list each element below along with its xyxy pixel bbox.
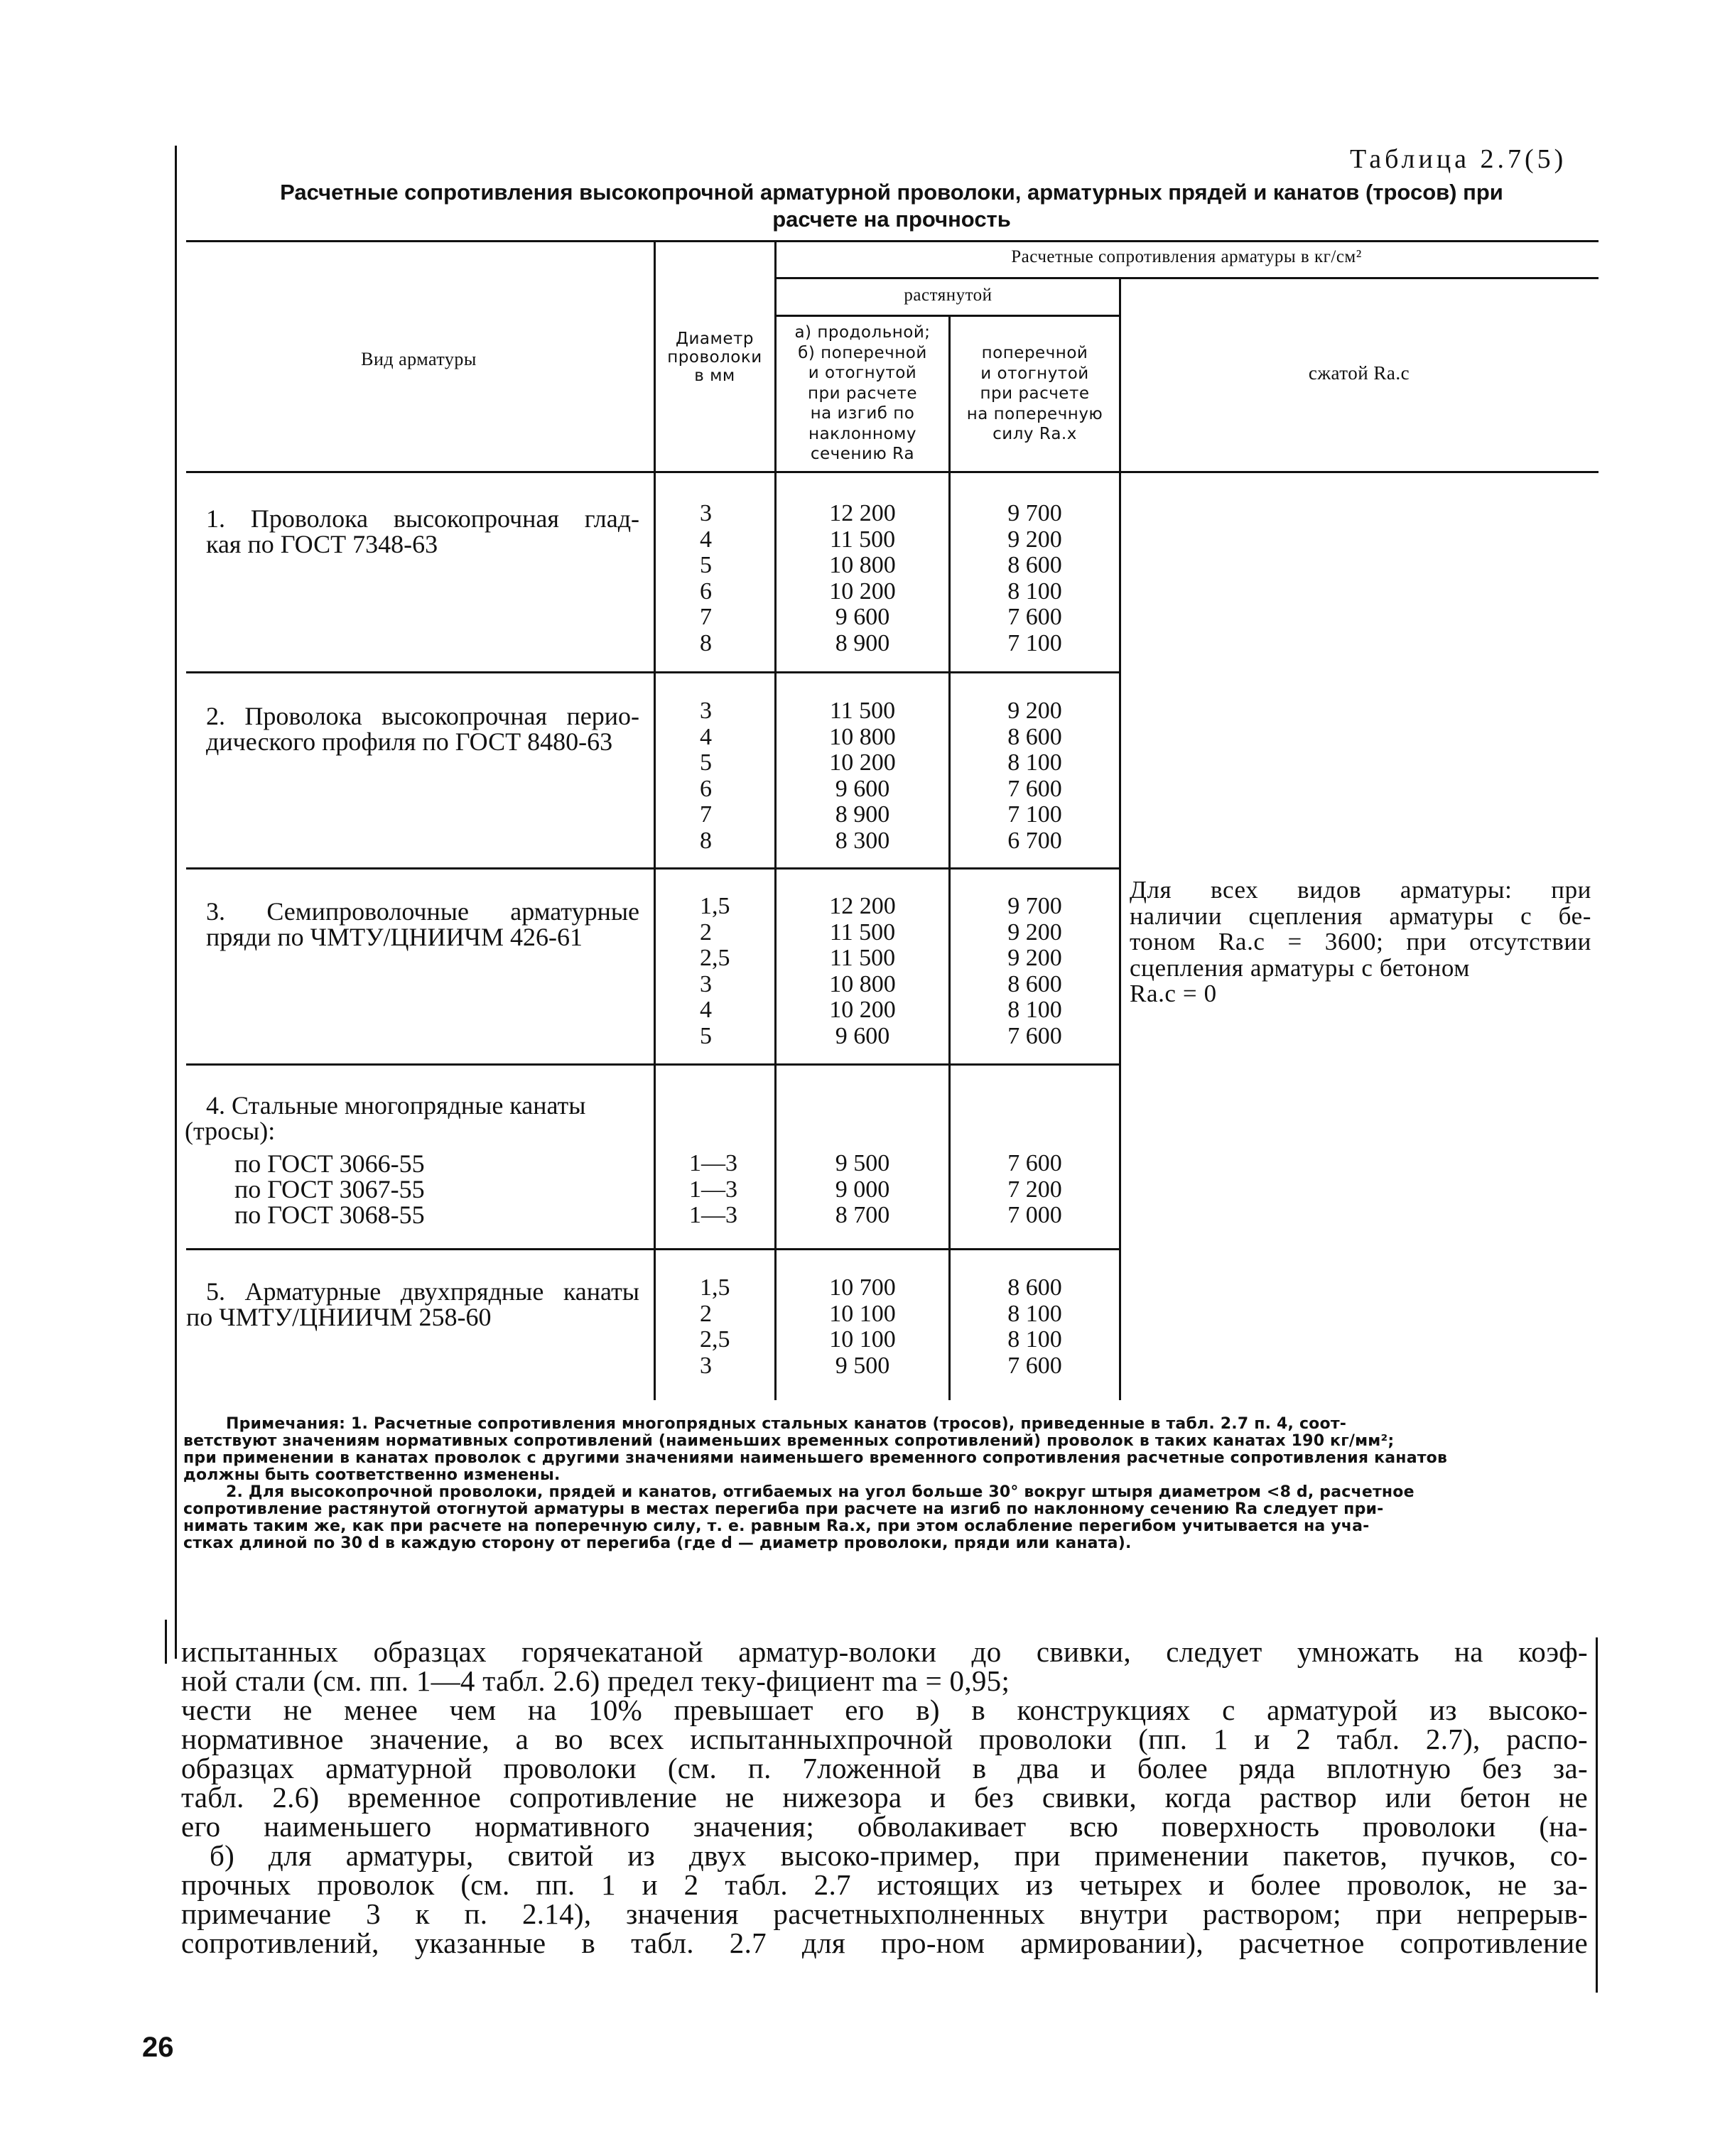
group-name-line: по ЧМТУ/ЦНИИЧМ 258-60 [186, 1303, 492, 1331]
left-margin-bar-lower [165, 1620, 167, 1664]
header-col-rax-line: при расчете [980, 384, 1090, 403]
diameter-cell: 7 [700, 604, 712, 631]
group-name [186, 1279, 639, 1330]
compressed-note [1130, 877, 1591, 1007]
header-col-rax-line: и отогнутой [980, 364, 1089, 383]
rax-cell: 9 700 [1007, 893, 1062, 919]
ra-cell: 12 200 [829, 500, 896, 526]
rax-cell: 7 000 [1007, 1202, 1062, 1229]
table-top-rule [186, 240, 1599, 242]
compressed-note-line: Для всех видов арматуры: при [1130, 876, 1591, 904]
diameter-cell: 1—3 [689, 1176, 737, 1203]
diameter-cell: 1—3 [689, 1150, 737, 1176]
header-col-ra-line: наклонному [808, 424, 916, 443]
header-tension: растянутой [904, 286, 992, 305]
rax-cell: 7 100 [1007, 629, 1062, 656]
diameter-cell: 6 [700, 775, 712, 802]
ra-cell: 10 200 [829, 578, 896, 605]
note-line: ветствуют значениям нормативных сопротивлений (наименьших временных сопротивлений) проволок в таких канатах 190 кг/мм²; [183, 1432, 1395, 1450]
ra-list [777, 1275, 948, 1379]
header-col-ra-line: при расчете [807, 384, 918, 403]
rax-list [951, 1275, 1119, 1379]
header-diameter-line: в мм [694, 367, 735, 385]
rax-cell: 8 100 [1007, 578, 1062, 605]
group-name-line: по ГОСТ 3068-55 [234, 1201, 425, 1229]
note-line: нимать таким же, как при расчете на поперечную силу, т. е. равным Rа.х, при этом ослабление перегибом учитывается на уча- [183, 1517, 1370, 1535]
ra-cell: 9 600 [835, 1022, 890, 1049]
rax-cell: 7 600 [1007, 1352, 1062, 1379]
left-margin-bar [175, 146, 177, 1659]
note-line: должны быть соответственно изменены. [183, 1466, 561, 1484]
header-diameter [655, 330, 774, 385]
ra-cell: 10 800 [829, 970, 896, 997]
rax-cell: 9 200 [1007, 526, 1062, 553]
group-name-line: 2. Проволока высокопрочная перио- [206, 702, 639, 730]
diameter-cell: 1,5 [700, 1274, 730, 1301]
ra-cell: 9 000 [835, 1176, 890, 1203]
diameter-cell: 4 [700, 526, 712, 553]
group-name-line: 3. Семипроволочные арматурные [206, 897, 639, 926]
diameter-cell: 6 [700, 578, 712, 605]
ra-cell: 10 800 [829, 552, 896, 579]
ra-cell: 11 500 [829, 945, 896, 972]
header-col-ra-line: б) поперечной [798, 343, 927, 362]
ra-cell: 11 500 [829, 919, 896, 946]
ra-cell: 10 200 [829, 749, 896, 776]
body-line: чести не менее чем на 10% превышает его в) в конструкциях с арматурой из высоко- [181, 1694, 1588, 1726]
rax-cell: 8 600 [1007, 970, 1062, 997]
group-name-line: кая по ГОСТ 7348-63 [206, 530, 438, 558]
rax-list [951, 501, 1119, 657]
header-col-ra [777, 323, 948, 465]
ra-cell: 9 600 [835, 775, 890, 802]
ra-cell: 8 900 [835, 801, 890, 828]
ra-cell: 10 800 [829, 723, 896, 750]
group-name [185, 1093, 639, 1228]
body-line: испытанных образцах горячекатаной арматур-волоки до свивки, следует умножать на коэф- [181, 1635, 1588, 1668]
header-bottom-rule [186, 471, 1599, 473]
ra-cell: 10 100 [829, 1300, 896, 1327]
col-rule-rax-right [1119, 279, 1121, 1400]
table-number: Таблица 2.7(5) [1350, 144, 1567, 174]
header-group: Расчетные сопротивления арматуры в кг/см² [1011, 247, 1362, 266]
note-line: Примечания: 1. Расчетные сопротивления многопрядных стальных канатов (тросов), приведенные в табл. 2.7 п. 4, соот- [226, 1415, 1347, 1433]
group-name-line: по ГОСТ 3066-55 [234, 1149, 425, 1178]
rax-cell: 7 600 [1007, 1150, 1062, 1176]
diameter-cell: 7 [700, 801, 712, 828]
table-notes [183, 1416, 1597, 1552]
ra-list [777, 698, 948, 855]
header-col-ra-line: на изгиб по [810, 404, 915, 423]
body-line: его наименьшего нормативного значения; обволакивает всю поверхность проволоки (на- [181, 1810, 1588, 1843]
rax-list [951, 894, 1119, 1050]
body-line: табл. 2.6) временное сопротивление не нижезора и без свивки, когда раствор или бетон не [181, 1781, 1588, 1814]
page-number: 26 [142, 2032, 174, 2063]
group-header-rule [776, 277, 1599, 279]
diameter-cell: 4 [700, 723, 712, 750]
group-name-line: 1. Проволока высокопрочная глад- [206, 504, 639, 533]
diameter-cell: 8 [700, 827, 712, 854]
header-compressed: сжатой Rа.с [1308, 362, 1410, 384]
row-separator [186, 1063, 1120, 1066]
body-line: прочных проволок (см. пп. 1 и 2 табл. 2.7 истоящих из четырех и более проволок, не за- [181, 1868, 1588, 1901]
right-margin-bar [1596, 1637, 1598, 1993]
diameter-cell: 2,5 [700, 945, 730, 972]
diameter-cell: 5 [700, 1022, 712, 1049]
row-separator [186, 867, 1120, 870]
diameter-cell: 5 [700, 749, 712, 776]
header-col-rax [951, 343, 1119, 445]
ra-cell: 11 500 [829, 698, 896, 724]
diameter-cell: 3 [700, 970, 712, 997]
compressed-note-line: тоном Rа.с = 3600; при отсутствии [1130, 928, 1591, 955]
diameter-list [700, 501, 764, 657]
header-vid: Вид арматуры [361, 349, 477, 369]
ra-cell: 9 500 [835, 1352, 890, 1379]
rax-cell: 9 200 [1007, 698, 1062, 724]
rax-cell: 8 100 [1007, 997, 1062, 1024]
diameter-cell: 2 [700, 919, 712, 946]
group-name [206, 703, 639, 754]
ra-cell: 9 600 [835, 604, 890, 631]
header-col-rax-line: поперечной [981, 344, 1088, 362]
rax-cell: 6 700 [1007, 827, 1062, 854]
diameter-cell: 1,5 [700, 893, 730, 919]
ra-cell: 10 100 [829, 1326, 896, 1353]
group-name [206, 506, 639, 557]
diameter-cell: 1—3 [689, 1202, 737, 1229]
body-line: нормативное значение, а во всех испытанныхпрочной проволоки (пп. 1 и 2 табл. 2.7), распо- [181, 1723, 1588, 1755]
ra-cell: 8 700 [835, 1202, 890, 1229]
row-separator [186, 671, 1120, 673]
group-name [206, 899, 639, 950]
rax-cell: 9 200 [1007, 945, 1062, 972]
ra-cell: 10 200 [829, 997, 896, 1024]
col-rule-diam-left [654, 242, 656, 1400]
header-col-rax-line: на поперечную [966, 404, 1103, 423]
body-line: сопротивлений, указанные в табл. 2.7 для про-ном армировании), расчетное сопротивление [181, 1927, 1588, 1959]
header-diameter-line: проволоки [667, 348, 762, 367]
body-line: б) для арматуры, свитой из двух высоко-пример, при применении пакетов, пучков, со- [210, 1839, 1588, 1872]
group-name-line: (тросы): [185, 1117, 276, 1145]
rax-cell: 7 600 [1007, 775, 1062, 802]
rax-cell: 8 600 [1007, 1274, 1062, 1301]
ra-list [777, 894, 948, 1050]
col-rule-ra-right [948, 317, 951, 1400]
diameter-cell: 2 [700, 1300, 712, 1327]
table-title: Расчетные сопротивления высокопрочной арматурной проволоки, арматурных прядей и канатов (тросов) при расчете на прочность [280, 180, 1503, 232]
ra-cell: 8 900 [835, 629, 890, 656]
diameter-list [689, 1151, 767, 1229]
diameter-cell: 5 [700, 552, 712, 579]
rax-cell: 9 700 [1007, 500, 1062, 526]
rax-cell: 8 600 [1007, 723, 1062, 750]
ra-cell: 9 500 [835, 1150, 890, 1176]
rax-cell: 7 100 [1007, 801, 1062, 828]
diameter-list [700, 1275, 764, 1379]
header-col-ra-line: сечению Rа [810, 445, 915, 463]
header-col-rax-line: силу Rа.х [992, 425, 1077, 443]
rax-cell: 8 600 [1007, 552, 1062, 579]
note-line: стках длиной по 30 d в каждую сторону от перегиба (где d — диаметр проволоки, пряди или каната). [183, 1534, 1132, 1552]
compressed-note-line: Rа.с = 0 [1130, 980, 1217, 1007]
ra-cell: 12 200 [829, 893, 896, 919]
ra-list [777, 1151, 948, 1229]
rax-cell: 7 200 [1007, 1176, 1062, 1203]
rax-cell: 8 100 [1007, 1326, 1062, 1353]
diameter-cell: 3 [700, 698, 712, 724]
note-line: при применении в канатах проволок с другими значениями наименьшего временного сопротивления расчетные сопротивления канатов [183, 1449, 1448, 1467]
rax-list [951, 1151, 1119, 1229]
note-line: сопротивление растянутой отогнутой арматуры в местах перегиба при расчете на изгиб по наклонному сечению Rа следует при- [183, 1500, 1384, 1518]
group-name-line: 5. Арматурные двухпрядные канаты [206, 1277, 639, 1306]
body-line: образцах арматурной проволоки (см. п. 7ложенной в два и более ряда вплотную без за- [181, 1752, 1588, 1784]
rax-cell: 8 100 [1007, 749, 1062, 776]
ra-cell: 11 500 [829, 526, 896, 553]
rax-cell: 7 600 [1007, 1022, 1062, 1049]
compressed-note-line: сцепления арматуры с бетоном [1130, 953, 1470, 982]
group-name-line: дического профиля по ГОСТ 8480-63 [206, 727, 613, 756]
ra-cell: 8 300 [835, 827, 890, 854]
rax-list [951, 698, 1119, 855]
header-col-ra-line: и отогнутой [808, 364, 917, 382]
header-diameter-line: Диаметр [675, 330, 754, 348]
diameter-cell: 2,5 [700, 1326, 730, 1353]
body-line: ной стали (см. пп. 1—4 табл. 2.6) предел теку-фициент mа = 0,95; [181, 1664, 1010, 1697]
group-name-line: по ГОСТ 3067-55 [234, 1175, 425, 1203]
group-name-line: 4. Стальные многопрядные канаты [206, 1091, 586, 1120]
body-line: примечание 3 к п. 2.14), значения расчетныхполненных внутри раствором; при непрерыв- [181, 1897, 1588, 1930]
diameter-cell: 3 [700, 1352, 712, 1379]
ra-cell: 10 700 [829, 1274, 896, 1301]
diameter-list [700, 698, 764, 855]
rax-cell: 8 100 [1007, 1300, 1062, 1327]
compressed-note-line: наличии сцепления арматуры с бе- [1130, 901, 1591, 930]
row-separator [186, 1248, 1120, 1250]
header-col-ra-line: а) продольной; [794, 323, 931, 342]
diameter-cell: 3 [700, 500, 712, 526]
rax-cell: 7 600 [1007, 604, 1062, 631]
group-name-line: пряди по ЧМТУ/ЦНИИЧМ 426-61 [206, 923, 583, 951]
rax-cell: 9 200 [1007, 919, 1062, 946]
body-text [181, 1637, 1588, 1958]
diameter-list [700, 894, 764, 1050]
ra-list [777, 501, 948, 657]
diameter-cell: 4 [700, 997, 712, 1024]
diameter-cell: 8 [700, 629, 712, 656]
note-line: 2. Для высокопрочной проволоки, прядей и канатов, отгибаемых на угол больше 30° вокруг штыря диаметром <8 d, расчетное [226, 1483, 1415, 1501]
